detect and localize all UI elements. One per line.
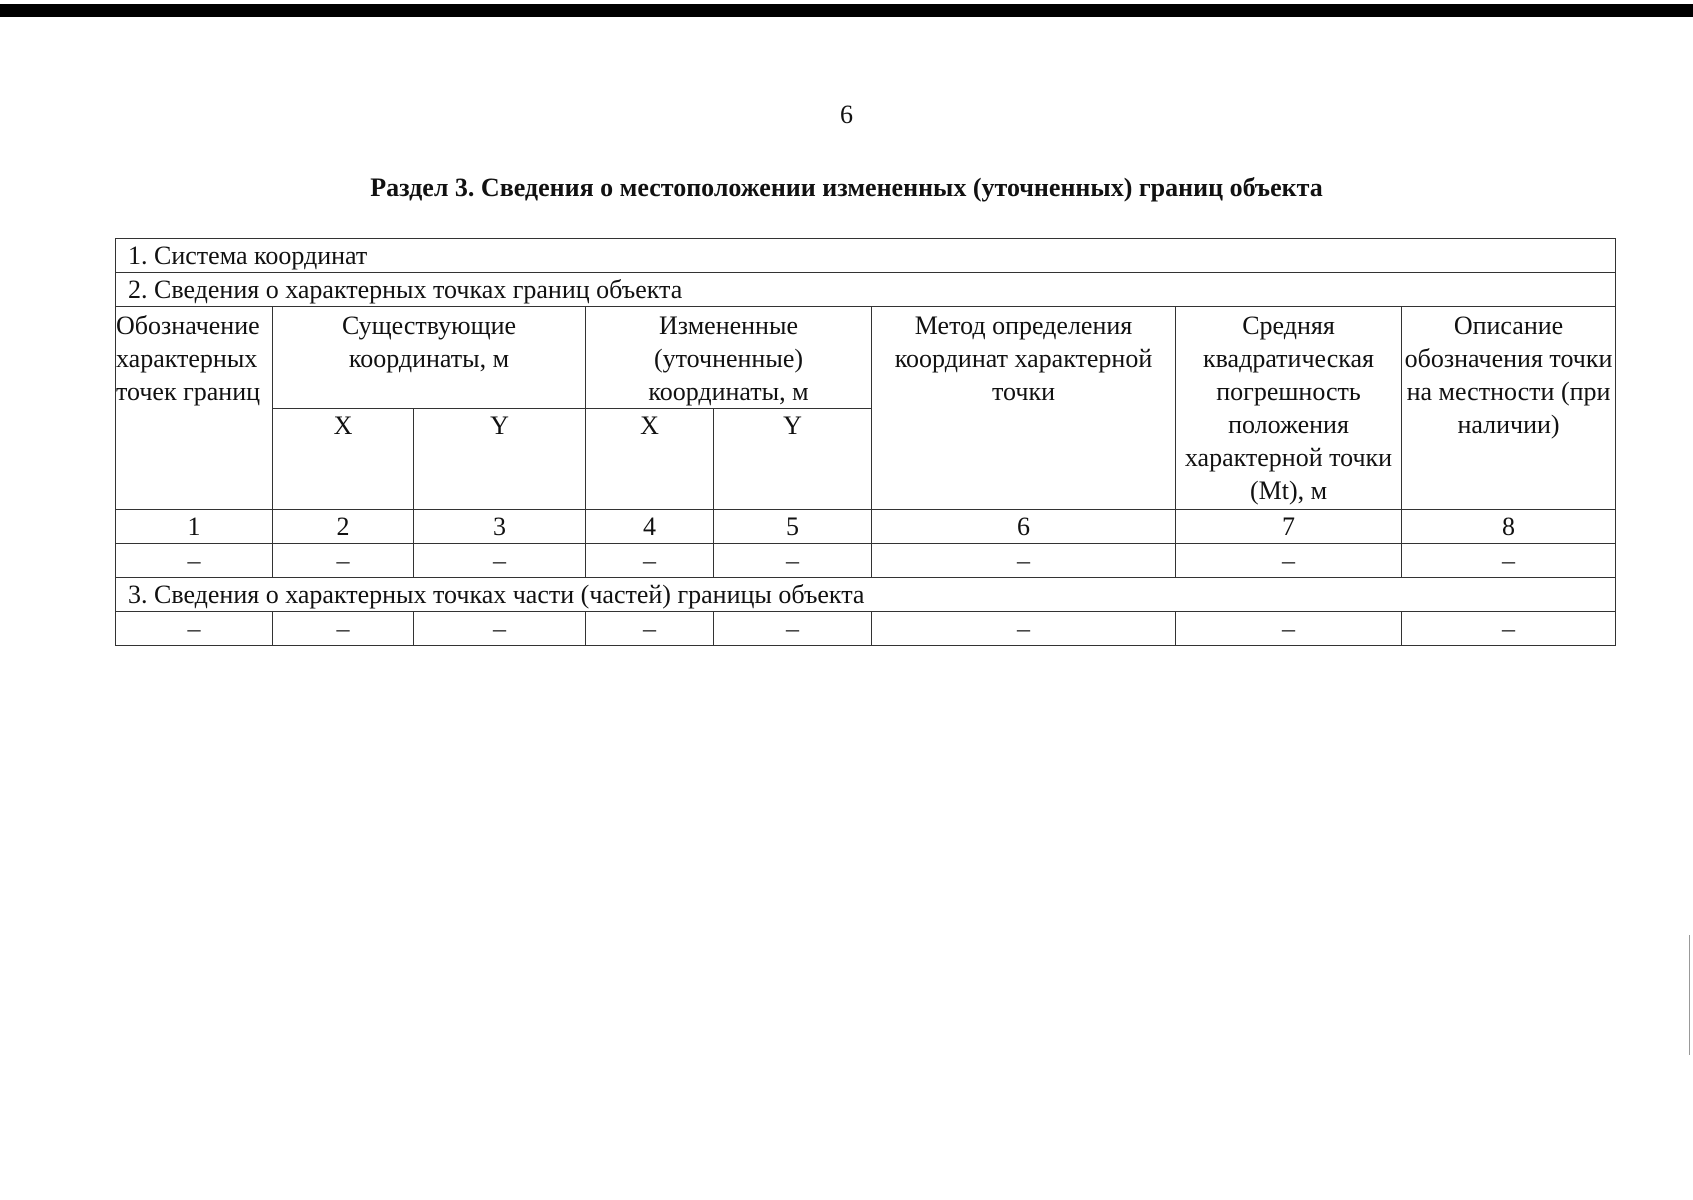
header-description: Описание обозначения точки на местности (при наличии) — [1402, 307, 1616, 510]
boundary-points-table — [115, 238, 1616, 646]
column-number: 2 — [273, 510, 414, 544]
column-number: 8 — [1402, 510, 1616, 544]
table-cell: – — [872, 544, 1176, 578]
header-point-designation: Обозначение характерных точек границ — [116, 307, 273, 510]
table-cell: – — [1402, 544, 1616, 578]
table-cell: – — [273, 544, 414, 578]
coordinate-system-label: 1. Система координат — [116, 239, 1616, 273]
section-title: Раздел 3. Сведения о местоположении измененных (уточненных) границ объекта — [370, 173, 1323, 202]
table-cell: – — [586, 544, 714, 578]
points-section-label: 2. Сведения о характерных точках границ объекта — [116, 273, 1616, 307]
column-number: 1 — [116, 510, 273, 544]
table-cell: – — [1402, 612, 1616, 646]
header-changed-x: X — [586, 409, 714, 510]
table-cell: – — [1176, 612, 1402, 646]
header-changed-y: Y — [714, 409, 872, 510]
header-mean-error: Средняя квадратическая погрешность положения характерной точки (Mt), м — [1176, 307, 1402, 510]
scan-edge-mark — [1689, 935, 1693, 1055]
points-section-row — [116, 273, 1616, 307]
table-cell: – — [714, 544, 872, 578]
column-number: 3 — [414, 510, 586, 544]
column-number: 6 — [872, 510, 1176, 544]
table-cell: – — [586, 612, 714, 646]
parts-data-row — [116, 612, 1616, 646]
column-number: 7 — [1176, 510, 1402, 544]
header-changed-coords: Измененные (уточненные) координаты, м — [586, 307, 872, 409]
header-existing-x: X — [273, 409, 414, 510]
parts-section-row — [116, 578, 1616, 612]
points-data-row — [116, 544, 1616, 578]
table-cell: – — [1176, 544, 1402, 578]
table-cell: – — [872, 612, 1176, 646]
column-number-row — [116, 510, 1616, 544]
table-cell: – — [116, 612, 273, 646]
header-existing-y: Y — [414, 409, 586, 510]
parts-section-label: 3. Сведения о характерных точках части (частей) границы объекта — [116, 578, 1616, 612]
column-number: 5 — [714, 510, 872, 544]
column-number: 4 — [586, 510, 714, 544]
header-row-1 — [116, 307, 1616, 409]
header-method: Метод определения координат характерной точки — [872, 307, 1176, 510]
page-number: 6 — [840, 100, 853, 129]
table-cell: – — [116, 544, 273, 578]
header-existing-coords: Существующие координаты, м — [273, 307, 586, 409]
table-cell: – — [414, 612, 586, 646]
top-border-bar — [0, 4, 1693, 17]
table-cell: – — [414, 544, 586, 578]
table-cell: – — [273, 612, 414, 646]
table-cell: – — [714, 612, 872, 646]
coordinate-system-row — [116, 239, 1616, 273]
